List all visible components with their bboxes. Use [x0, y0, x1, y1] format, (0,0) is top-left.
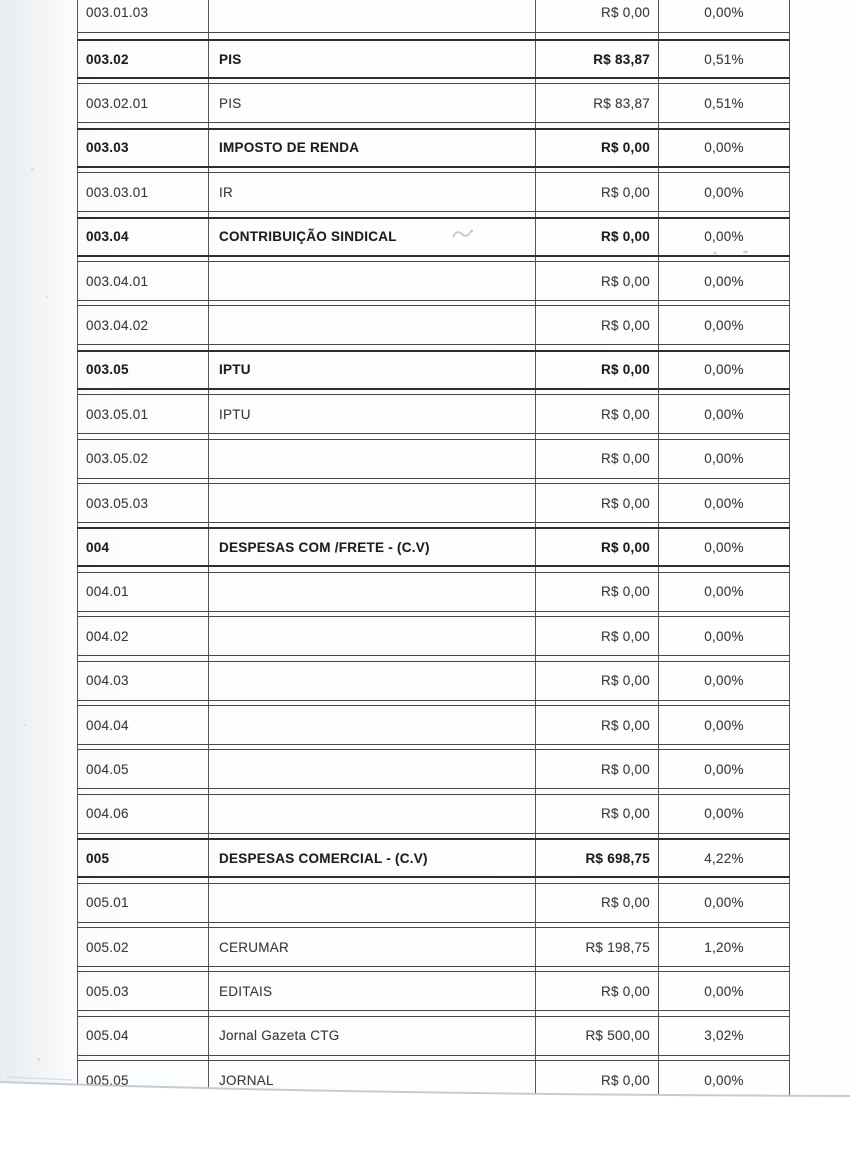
row-value: R$ 0,00	[600, 584, 650, 600]
row-code: 004	[86, 539, 110, 555]
row-code: 003.05.02	[86, 451, 149, 467]
row-value: R$ 0,00	[600, 761, 650, 777]
row-code: 004.03	[86, 673, 129, 689]
row-description	[208, 573, 535, 611]
table-row	[77, 305, 790, 345]
row-description: IR	[219, 184, 233, 200]
table-row	[77, 705, 790, 745]
row-code: 003.05	[86, 362, 129, 378]
row-description: IPTU	[219, 362, 251, 378]
row-percent: 0,00%	[704, 317, 744, 333]
row-value: R$ 0,00	[600, 273, 650, 289]
row-code: 004.01	[86, 584, 129, 600]
row-description	[208, 884, 535, 922]
row-description	[208, 662, 535, 700]
row-code: 004.05	[86, 761, 129, 777]
row-description: IPTU	[219, 406, 251, 422]
row-code: 003.05.03	[86, 495, 149, 511]
row-description: PIS	[219, 51, 242, 67]
row-percent: 0,00%	[704, 761, 744, 777]
row-percent: 1,20%	[704, 939, 744, 955]
row-description: JORNAL	[219, 1072, 274, 1088]
table-row	[77, 483, 790, 523]
row-value: R$ 500,00	[585, 1028, 650, 1044]
table-row	[77, 217, 790, 257]
row-percent: 0,00%	[704, 584, 744, 600]
row-value: R$ 0,00	[600, 317, 650, 333]
row-description	[208, 795, 535, 833]
row-description	[208, 440, 535, 478]
row-percent: 0,00%	[704, 1072, 744, 1088]
expense-table	[77, 0, 790, 1100]
row-description	[208, 750, 535, 788]
row-description	[208, 484, 535, 522]
row-code: 003.01.03	[86, 5, 149, 20]
table-row	[77, 350, 790, 390]
row-percent: 0,00%	[704, 362, 744, 378]
row-code: 003.02	[86, 51, 129, 67]
row-code: 003.04.02	[86, 317, 149, 333]
row-code: 003.02.01	[86, 95, 149, 111]
row-code: 003.05.01	[86, 406, 149, 422]
row-code: 003.04.01	[86, 273, 149, 289]
row-percent: 0,00%	[704, 5, 744, 20]
row-description	[208, 706, 535, 744]
table-row	[77, 838, 790, 878]
row-value: R$ 0,00	[600, 806, 650, 822]
scan-speck	[24, 724, 26, 726]
row-percent: 0,51%	[704, 51, 744, 67]
row-description: EDITAIS	[219, 983, 273, 999]
row-value: R$ 0,00	[600, 539, 650, 555]
row-description: DESPESAS COMERCIAL - (C.V)	[219, 850, 428, 866]
scan-speck	[46, 296, 48, 298]
row-percent: 0,00%	[704, 451, 744, 467]
row-value: R$ 0,00	[600, 717, 650, 733]
row-code: 004.06	[86, 806, 129, 822]
row-percent: 0,00%	[704, 717, 744, 733]
row-description: CONTRIBUIÇÃO SINDICAL	[219, 229, 397, 245]
row-code: 005.03	[86, 983, 129, 999]
row-description: PIS	[219, 95, 242, 111]
table-row	[77, 971, 790, 1011]
table-row	[77, 616, 790, 656]
table-row	[77, 527, 790, 567]
row-percent: 4,22%	[704, 850, 744, 866]
row-code: 004.02	[86, 628, 129, 644]
row-percent: 0,00%	[704, 406, 744, 422]
row-code: 005.04	[86, 1028, 129, 1044]
row-percent: 0,00%	[704, 495, 744, 511]
row-percent: 3,02%	[704, 1028, 744, 1044]
table-row	[77, 572, 790, 612]
table-row	[77, 883, 790, 923]
paper-edge	[0, 1039, 850, 1169]
row-value: R$ 0,00	[600, 5, 650, 20]
row-code: 003.03	[86, 140, 129, 156]
row-value: R$ 0,00	[600, 628, 650, 644]
row-description	[208, 306, 535, 344]
row-code: 004.04	[86, 717, 129, 733]
row-description: Jornal Gazeta CTG	[219, 1028, 340, 1044]
row-value: R$ 198,75	[585, 939, 650, 955]
row-value: R$ 0,00	[600, 406, 650, 422]
table-row	[77, 661, 790, 701]
row-value: R$ 0,00	[600, 673, 650, 689]
row-percent: 0,00%	[704, 140, 744, 156]
row-percent: 0,00%	[704, 184, 744, 200]
table-row	[77, 794, 790, 834]
row-percent: 0,00%	[704, 983, 744, 999]
row-value: R$ 0,00	[600, 1072, 650, 1088]
table-row	[77, 927, 790, 967]
row-value: R$ 0,00	[600, 184, 650, 200]
row-value: R$ 0,00	[600, 451, 650, 467]
row-value: R$ 0,00	[600, 229, 650, 245]
table-row	[77, 39, 790, 79]
table-row	[77, 261, 790, 301]
table-row	[77, 0, 790, 33]
row-description: CERUMAR	[219, 939, 290, 955]
row-percent: 0,00%	[704, 673, 744, 689]
row-percent: 0,00%	[704, 806, 744, 822]
row-value: R$ 83,87	[593, 95, 650, 111]
row-percent: 0,00%	[704, 539, 744, 555]
row-code: 003.03.01	[86, 184, 149, 200]
scan-speck	[31, 168, 34, 171]
table-row	[77, 439, 790, 479]
table-row	[77, 749, 790, 789]
row-code: 005.02	[86, 939, 129, 955]
row-code: 005	[86, 850, 110, 866]
row-percent: 0,00%	[704, 229, 744, 245]
row-value: R$ 0,00	[600, 983, 650, 999]
row-description	[208, 0, 535, 32]
row-percent: 0,51%	[704, 95, 744, 111]
row-value: R$ 698,75	[585, 850, 650, 866]
row-percent: 0,00%	[704, 895, 744, 911]
table-row	[77, 83, 790, 123]
row-code: 003.04	[86, 229, 129, 245]
row-value: R$ 0,00	[600, 140, 650, 156]
row-value: R$ 0,00	[600, 495, 650, 511]
row-description: DESPESAS COM /FRETE - (C.V)	[219, 539, 430, 555]
row-code: 005.01	[86, 895, 129, 911]
row-value: R$ 83,87	[593, 51, 650, 67]
row-description	[208, 262, 535, 300]
row-percent: 0,00%	[704, 273, 744, 289]
row-percent: 0,00%	[704, 628, 744, 644]
row-code: 005.05	[86, 1072, 129, 1088]
table-row	[77, 394, 790, 434]
row-description: IMPOSTO DE RENDA	[219, 140, 360, 156]
table-row	[77, 172, 790, 212]
row-value: R$ 0,00	[600, 895, 650, 911]
row-description	[208, 617, 535, 655]
row-value: R$ 0,00	[600, 362, 650, 378]
table-row	[77, 128, 790, 168]
